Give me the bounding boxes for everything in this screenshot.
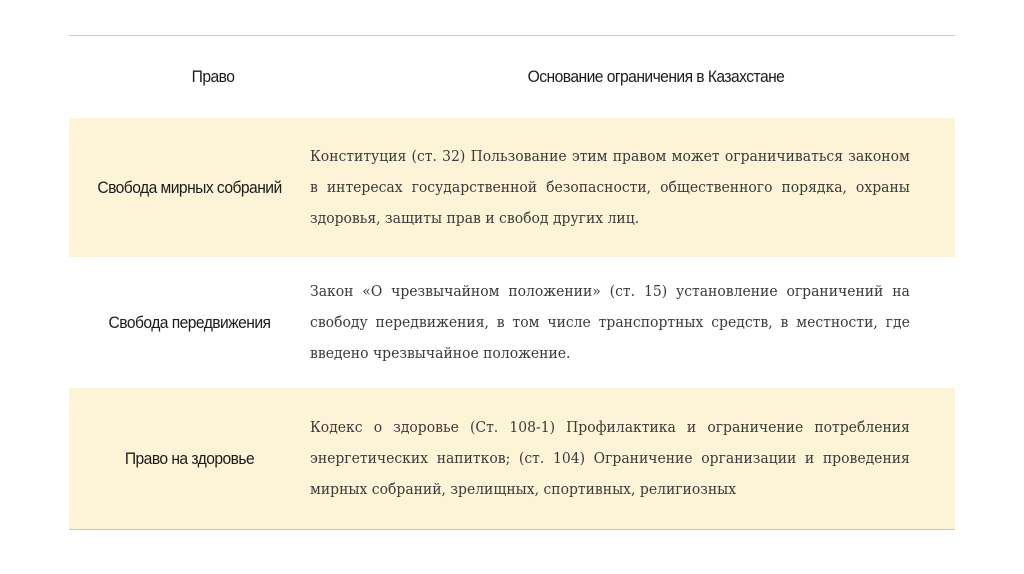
table-header-row (69, 36, 955, 117)
table-row (69, 257, 955, 387)
row-right-name: Свобода мирных собраний (97, 177, 282, 197)
row-right-name: Право на здоровье (124, 448, 255, 468)
row-basis-text: Кодекс о здоровье (Ст. 108-1) Профилактика и ограничение потребления энергетических напитков; (ст. 104) Ограничение организации и проведения мирных собраний, зрелищных, спортивных, религиозных (310, 418, 910, 498)
row-right-name: Свобода передвижения (108, 312, 271, 332)
table-row (69, 387, 955, 529)
header-right-label: Право (191, 66, 235, 86)
header-basis-label: Основание ограничения в Казахстане (527, 66, 785, 86)
row-basis-text: Закон «О чрезвычайном положении» (ст. 15) установление ограничений на свободу передвижения, в том числе транспортных средств, в местности, где введено чрезвычайное положение. (310, 282, 910, 362)
row-basis-text: Конституция (ст. 32) Пользование этим правом может ограничиваться законом в интересах государственной безопасности, общественного порядка, охраны здоровья, защиты прав и свобод других лиц. (310, 147, 910, 227)
rights-table (69, 35, 955, 530)
table-row (69, 117, 955, 257)
